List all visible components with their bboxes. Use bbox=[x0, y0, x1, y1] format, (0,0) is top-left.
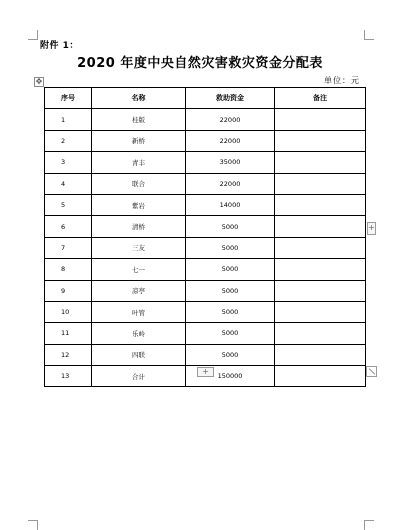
cell-amount[interactable]: 5000 bbox=[186, 323, 275, 344]
cell-remark[interactable] bbox=[275, 173, 366, 194]
cell-remark[interactable] bbox=[275, 109, 366, 130]
cell-amount[interactable]: 5000 bbox=[186, 301, 275, 322]
cell-amount[interactable]: 5000 bbox=[186, 259, 275, 280]
cell-name[interactable]: 四联 bbox=[92, 344, 186, 365]
table-move-handle-icon[interactable]: ✥ bbox=[35, 77, 43, 86]
cell-name[interactable]: 新桥 bbox=[92, 130, 186, 151]
cell-remark[interactable] bbox=[275, 130, 366, 151]
add-row-plus-icon[interactable]: + bbox=[197, 367, 214, 377]
cell-remark[interactable] bbox=[275, 344, 366, 365]
unit-label: 单位：元 bbox=[324, 76, 360, 85]
crop-mark-bottom-right bbox=[364, 520, 374, 530]
table-resize-icon[interactable] bbox=[366, 366, 377, 377]
cell-no[interactable]: 7 bbox=[45, 237, 92, 258]
cell-amount[interactable]: 150000 bbox=[186, 366, 275, 387]
cell-no[interactable]: 3 bbox=[45, 152, 92, 173]
cell-name[interactable]: 青丰 bbox=[92, 152, 186, 173]
header-amount: 救助资金 bbox=[186, 88, 275, 109]
add-column-plus-icon[interactable]: + bbox=[367, 222, 376, 235]
page-title: 2020 年度中央自然灾害救灾资金分配表 bbox=[77, 56, 323, 71]
cell-remark[interactable] bbox=[275, 194, 366, 215]
cell-no[interactable]: 9 bbox=[45, 280, 92, 301]
cell-no[interactable]: 2 bbox=[45, 130, 92, 151]
cell-no[interactable]: 12 bbox=[45, 344, 92, 365]
cell-remark[interactable] bbox=[275, 366, 366, 387]
cell-name[interactable]: 联合 bbox=[92, 173, 186, 194]
cell-amount[interactable]: 22000 bbox=[186, 173, 275, 194]
table-row bbox=[45, 280, 366, 301]
table-row bbox=[45, 344, 366, 365]
crop-mark-bottom-left bbox=[28, 520, 38, 530]
cell-no[interactable]: 8 bbox=[45, 259, 92, 280]
cell-remark[interactable] bbox=[275, 259, 366, 280]
cell-remark[interactable] bbox=[275, 301, 366, 322]
cell-name[interactable]: 凉亭 bbox=[92, 280, 186, 301]
cell-name[interactable]: 清桥 bbox=[92, 216, 186, 237]
table-row bbox=[45, 152, 366, 173]
table-row bbox=[45, 323, 366, 344]
cell-name[interactable]: 叶管 bbox=[92, 301, 186, 322]
cell-name[interactable]: 三友 bbox=[92, 237, 186, 258]
cell-amount[interactable]: 14000 bbox=[186, 194, 275, 215]
cell-no[interactable]: 11 bbox=[45, 323, 92, 344]
attachment-label: 附件 1： bbox=[40, 41, 79, 51]
table-row bbox=[45, 259, 366, 280]
cell-no[interactable]: 6 bbox=[45, 216, 92, 237]
cell-no[interactable]: 5 bbox=[45, 194, 92, 215]
table-row bbox=[45, 194, 366, 215]
header-no: 序号 bbox=[45, 88, 92, 109]
cell-no[interactable]: 1 bbox=[45, 109, 92, 130]
table-row bbox=[45, 301, 366, 322]
table-row bbox=[45, 237, 366, 258]
cell-no[interactable]: 10 bbox=[45, 301, 92, 322]
cell-name[interactable]: 桂版 bbox=[92, 109, 186, 130]
cell-remark[interactable] bbox=[275, 216, 366, 237]
cell-remark[interactable] bbox=[275, 237, 366, 258]
cell-remark[interactable] bbox=[275, 152, 366, 173]
header-name: 名称 bbox=[92, 88, 186, 109]
table-row bbox=[45, 216, 366, 237]
table-row bbox=[45, 173, 366, 194]
cell-amount[interactable]: 22000 bbox=[186, 130, 275, 151]
cell-name[interactable]: 合计 bbox=[92, 366, 186, 387]
crop-mark-top-left bbox=[28, 30, 38, 40]
cell-amount[interactable]: 5000 bbox=[186, 344, 275, 365]
allocation-table bbox=[44, 87, 366, 387]
cell-amount[interactable]: 5000 bbox=[186, 280, 275, 301]
cell-name[interactable]: 七一 bbox=[92, 259, 186, 280]
cell-amount[interactable]: 22000 bbox=[186, 109, 275, 130]
table-row bbox=[45, 130, 366, 151]
header-remark: 备注 bbox=[275, 88, 366, 109]
cell-no[interactable]: 13 bbox=[45, 366, 92, 387]
cell-name[interactable]: 紫岩 bbox=[92, 194, 186, 215]
cell-remark[interactable] bbox=[275, 323, 366, 344]
cell-amount[interactable]: 35000 bbox=[186, 152, 275, 173]
cell-amount[interactable]: 5000 bbox=[186, 237, 275, 258]
table-header-row bbox=[45, 88, 366, 109]
cell-no[interactable]: 4 bbox=[45, 173, 92, 194]
cell-remark[interactable] bbox=[275, 280, 366, 301]
crop-mark-top-right bbox=[364, 30, 374, 40]
cell-amount[interactable]: 5000 bbox=[186, 216, 275, 237]
cell-name[interactable]: 乐岭 bbox=[92, 323, 186, 344]
table-row bbox=[45, 109, 366, 130]
